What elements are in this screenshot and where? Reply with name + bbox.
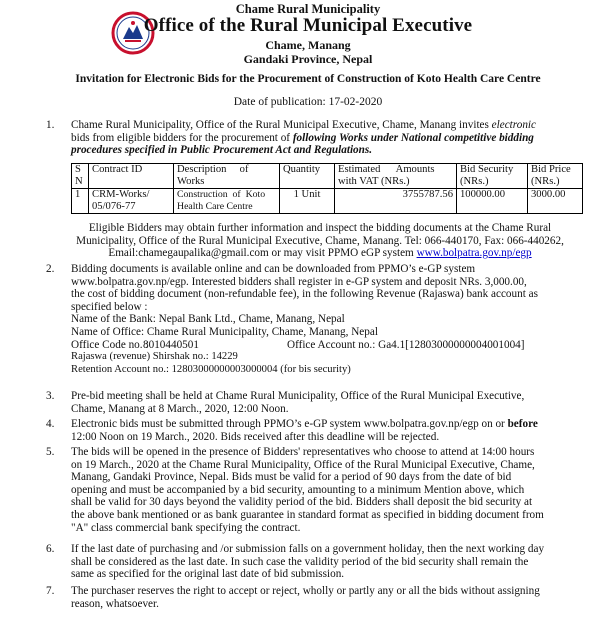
address-line-1: Chame, Manang — [265, 38, 351, 52]
item-2-text — [71, 263, 601, 376]
p4-line2: 12:00 Noon on 19 March., 2020. Bids received after this deadline will be rejected. — [71, 430, 440, 443]
item-4-text — [71, 418, 601, 443]
cell-estimated: 3755787.56 — [335, 189, 457, 214]
office-name-line: Name of Office: Chame Rural Municipality, Chame, Manang, Nepal — [71, 325, 378, 338]
cell-bid-security: 100000.00 — [457, 189, 528, 214]
egp-link[interactable]: www.bolpatra.gov.np/egp — [416, 247, 532, 260]
cell-quantity: 1 Unit — [280, 189, 335, 214]
item-number-5: 5. — [46, 446, 55, 458]
p1-line2b: following Works under National competitive bidding — [292, 131, 534, 144]
office-name: Office of the Rural Municipal Executive — [143, 15, 473, 36]
rajaswa-shirshak: Rajaswa (revenue) Shirshak no.: 14229 — [71, 351, 238, 363]
header-description: Description of Works — [174, 164, 280, 189]
item-number-3: 3. — [46, 390, 55, 402]
notice-title: Invitation for Electronic Bids for the Procurement of Construction of Koto Health Care Centre — [75, 73, 541, 85]
publication-date: Date of publication: 17-02-2020 — [233, 96, 383, 108]
p2-line4: specified below : — [71, 300, 148, 313]
p5-line1: The bids will be opened in the presence of Bidders' representatives who choose to attend at 14:00 hours — [71, 446, 535, 458]
header-contract: Contract ID — [89, 164, 174, 189]
p6-line1: If the last date of purchasing and /or submission falls on a government holiday, then the next working day — [71, 543, 545, 555]
eligible-line-1: Eligible Bidders may obtain further information and inspect the bidding documents at the Chame Rural — [88, 222, 552, 234]
address-line-2: Gandaki Province, Nepal — [243, 52, 373, 66]
p1-line3: procedures specified in Public Procurement Act and Regulations. — [71, 144, 373, 157]
p5-line2: on 19 March., 2020 at the Chame Rural Municipality, Office of the Rural Municipal Executive, Chame, — [71, 458, 535, 471]
item-number-6: 6. — [46, 543, 55, 555]
p4-line1a: Electronic bids must be submitted through PPMO’s e-GP system www.bolpatra.gov.np/egp on or — [71, 418, 508, 430]
p1-line1a: Chame Rural Municipality, Office of the Rural Municipal Executive, Chame, Manang invites — [71, 119, 492, 131]
p3-line2: Chame, Manang at 8 March., 2020, 12:00 Noon. — [71, 402, 289, 415]
p5-line4: opening and must be accompanied by a bid security, amounting to a minimum Mention above, which — [71, 483, 525, 496]
p5-line6: the above bank mentioned or as bank guarantee in standard format as specified in bidding document from — [71, 508, 544, 521]
p2-line3: the cost of bidding document (non-refundable fee), in the following Revenue (Rajaswa) bank account as — [71, 288, 538, 301]
bank-name: Name of the Bank: Nepal Bank Ltd., Chame, Manang, Nepal — [71, 313, 345, 326]
header-quantity: Quantity — [280, 164, 335, 189]
eligible-bidders-text — [40, 222, 600, 260]
retention-account: Retention Account no.: 12803000000003000004 (for bis security) — [71, 363, 351, 375]
header-sn: S N — [72, 164, 89, 189]
p6-line3: same as specified for the original last date of bid submission. — [71, 568, 345, 581]
header-bid-price: Bid Price (NRs.) — [528, 164, 583, 189]
office-account: Office Account no.: Ga4.1[12803000000004001004] — [287, 338, 525, 351]
p7-line2: reason, whatsoever. — [71, 597, 159, 610]
p5-line7: "A" class commercial bank specifying the contract. — [71, 521, 301, 534]
p2-line1: Bidding documents is available online and can be downloaded from PPMO’s e-GP system — [71, 263, 476, 275]
p5-line5: shall be valid for 30 days beyond the validity period of the bid. Bidders shall deposit the bid security at — [71, 496, 533, 509]
item-6-text — [71, 543, 601, 581]
cell-sn: 1 — [72, 189, 89, 214]
item-5-text — [71, 446, 601, 534]
municipality-name: Chame Rural Municipality — [235, 2, 381, 16]
item-1-text — [71, 119, 601, 157]
header-bid-security: Bid Security (NRs.) — [457, 164, 528, 189]
p1-line2a: bids from eligible bidders for the procurement of — [71, 131, 293, 144]
table-row — [72, 189, 583, 214]
eligible-line-3: Email:chamegaupalika@gmail.com or may visit PPMO eGP system — [108, 247, 417, 260]
table-header-row — [72, 164, 583, 189]
item-number-7: 7. — [46, 585, 55, 597]
item-number-2: 2. — [46, 263, 55, 275]
item-7-text — [71, 585, 601, 610]
item-number-1: 1. — [46, 119, 55, 131]
p1-line1b: electronic — [491, 119, 536, 131]
bid-table — [71, 163, 583, 214]
item-number-4: 4. — [46, 418, 55, 430]
p2-line2: www.bolpatra.gov.np/egp. Interested bidders shall register in e-GP system and deposit NRs. 3,000.00, — [71, 275, 527, 288]
p5-line3: Manang, Gandaki Province, Nepal. Bids must be valid for a period of 90 days from the date of bid — [71, 471, 512, 484]
cell-description: Construction of Koto Health Care Centre — [174, 189, 280, 214]
office-code-label: Office Code no. : — [71, 338, 149, 351]
p7-line1: The purchaser reserves the right to accept or reject, wholly or partly any or all the bids without assigning — [71, 585, 540, 597]
office-code-value: 8010440501 — [143, 338, 199, 351]
p4-line1b: before — [507, 418, 538, 430]
p6-line2: shall be considered as the last date. In such case the validity period of the bid security shall remain the — [71, 555, 529, 568]
item-3-text — [71, 390, 601, 415]
header-estimated: Estimated Amounts with VAT (NRs.) — [335, 164, 457, 189]
p3-line1: Pre-bid meeting shall be held at Chame Rural Municipality, Office of the Rural Municipal Executive, — [71, 390, 525, 402]
eligible-line-2: Municipality, Office of the Rural Municipal Executive, Chame, Manang. Tel: 066-440170, Fax: 066-440262, — [76, 234, 564, 247]
cell-contract: CRM-Works/ 05/076-77 — [89, 189, 174, 214]
cell-bid-price: 3000.00 — [528, 189, 583, 214]
